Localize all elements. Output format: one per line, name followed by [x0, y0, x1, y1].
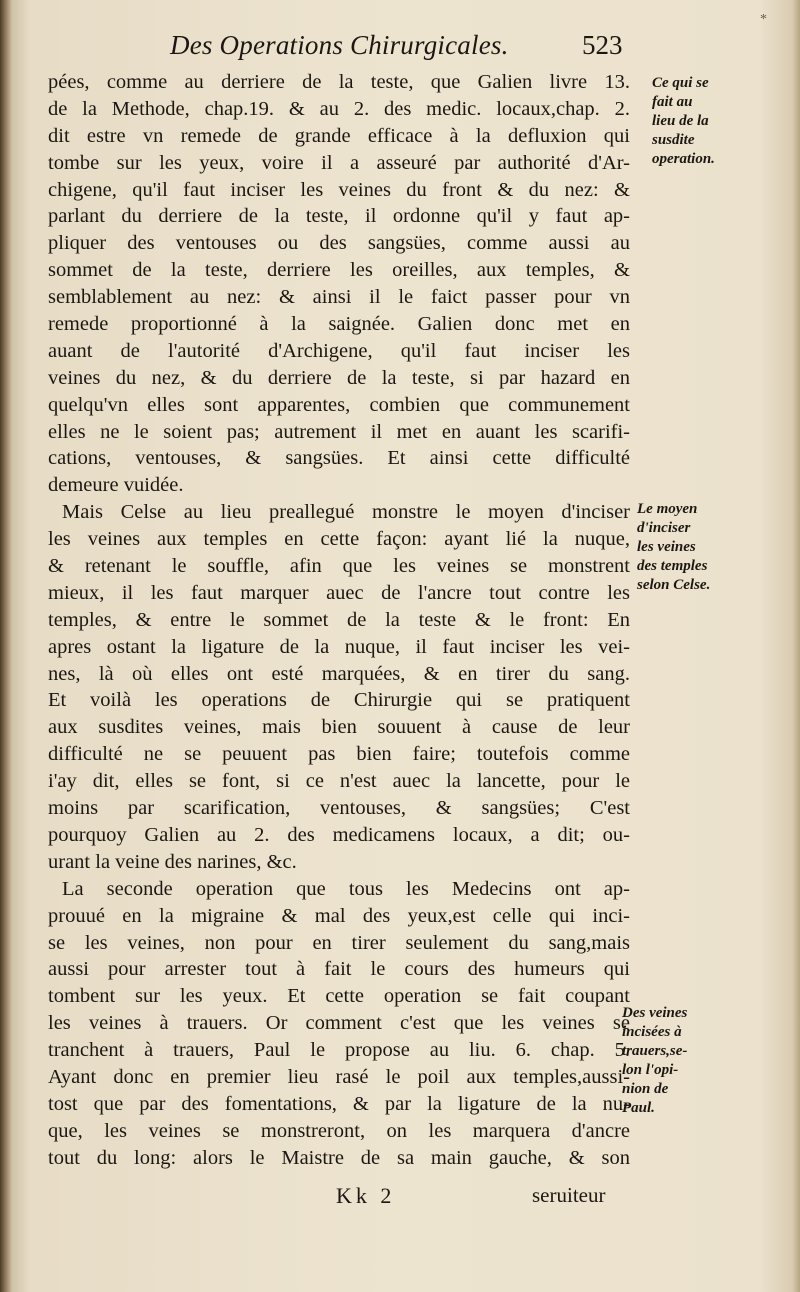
text-line: La seconde operation que tous les Medecins ont ap-	[62, 877, 630, 900]
margin-note-line: Ce qui se	[652, 75, 709, 91]
margin-note-line: Des veines	[622, 1005, 688, 1021]
text-line: veines du nez, & du derriere de la teste, si par hazard en	[48, 366, 630, 389]
text-line: remede proportionné à la saignée. Galien donc met en	[48, 313, 630, 336]
text-line: cations, ventouses, & sangsües. Et ainsi cette difficulté	[48, 447, 630, 470]
text-line: apres ostant la ligature de la nuque, il faut inciser les vei-	[48, 635, 630, 658]
text-line: chigene, qu'il faut inciser les veines du front & du nez: &	[48, 178, 630, 201]
margin-note-line: selon Celse.	[637, 577, 711, 593]
text-line: pourquoy Galien au 2. des medicamens locaux, a dit; ou-	[48, 823, 630, 846]
text-line: temples, & entre le sommet de la teste & le front: En	[48, 608, 630, 631]
text-line: se les veines, non pour en tirer seulement du sang,mais	[48, 931, 630, 954]
page-header	[150, 28, 670, 68]
text-line: semblablement au nez: & ainsi il le faict passer pour vn	[48, 286, 630, 309]
text-line: que, les veines se monstreront, on les marquera d'ancre	[48, 1119, 630, 1142]
text-line: aussi pour arrester tout à fait le cours des humeurs qui	[48, 958, 630, 981]
text-line: mieux, il les faut marquer auec de l'ancre tout contre les	[48, 581, 630, 604]
margin-note-line: nion de	[622, 1081, 669, 1097]
text-line: tost que par des fomentations, & par la ligature de la nu-	[48, 1092, 630, 1115]
text-line: dit estre vn remede de grande efficace à la defluxion qui	[48, 124, 630, 147]
text-line: difficulté ne se peuuent pas bien faire; toutefois comme	[48, 743, 630, 766]
text-line: urant la veine des narines, &c.	[48, 850, 297, 873]
margin-note-line: incisées à	[622, 1024, 682, 1040]
text-line: parlant du derriere de la teste, il ordonne qu'il y faut ap-	[48, 205, 630, 228]
margin-note-line: lon l'opi-	[622, 1062, 679, 1078]
margin-note-line: susdite	[652, 132, 695, 148]
margin-note-line: lieu de la	[652, 113, 709, 129]
margin-note-line: des temples	[637, 558, 708, 574]
margin-note-line: trauers,se-	[622, 1043, 688, 1059]
text-line: Ayant donc en premier lieu rasé le poil aux temples,aussi-	[48, 1065, 630, 1088]
text-line: Et voilà les operations de Chirurgie qui se pratiquent	[48, 689, 630, 712]
text-line: quelqu'vn elles sont apparentes, combien que communement	[48, 393, 630, 416]
text-line: demeure vuidée.	[48, 474, 184, 497]
text-line: Mais Celse au lieu preallegué monstre le moyen d'inciser	[62, 501, 630, 524]
text-line: pées, comme au derriere de la teste, que Galien livre 13.	[48, 71, 630, 93]
corner-mark: *	[760, 12, 767, 27]
text-line: tombe sur les yeux, voire il a asseuré par authorité d'Ar-	[48, 151, 630, 174]
margin-note-line: Paul.	[622, 1100, 655, 1116]
text-line: pliquer des ventouses ou des sangsües, comme aussi au	[48, 232, 630, 255]
text-line: nes, là où elles ont esté marquées, & en tirer du sang.	[48, 662, 630, 685]
margin-note-line: d'inciser	[637, 520, 691, 536]
text-line: tombent sur les yeux. Et cette operation se fait coupant	[48, 985, 630, 1008]
text-line: aux susdites veines, mais bien souuent à cause de leur	[48, 716, 630, 739]
text-line: moins par scarification, ventouses, & sangsües; C'est	[48, 797, 630, 820]
main-text-block	[48, 69, 630, 1172]
text-line: elles ne le soient pas; autrement il met en auant les scarifi-	[48, 420, 630, 443]
page-number: 523	[582, 30, 623, 60]
text-line: tout du long: alors le Maistre de sa main gauche, & son	[48, 1146, 630, 1169]
text-line: i'ay dit, elles se font, si ce n'est auec la lancette, pour le	[48, 770, 630, 793]
text-line: de la Methode, chap.19. & au 2. des medic. locaux,chap. 2.	[48, 97, 630, 120]
text-line: & retenant le souffle, afin que les veines se monstrent	[48, 555, 630, 578]
signature-mark: Kk 2	[336, 1183, 396, 1208]
margin-note	[622, 1004, 687, 1118]
margin-note	[637, 500, 710, 595]
text-line: les veines à trauers. Or comment c'est que les veines se	[48, 1012, 630, 1035]
text-line: prouué en la migraine & mal des yeux,est celle qui inci-	[48, 904, 630, 927]
catchword: seruiteur	[532, 1183, 606, 1207]
margin-note-line: operation.	[652, 151, 715, 167]
text-line: les veines aux temples en cette façon: ayant lié la nuque,	[48, 528, 630, 551]
text-line: tranchent à trauers, Paul le propose au liu. 6. chap. 5.	[48, 1039, 630, 1062]
margin-note-line: fait au	[652, 94, 693, 110]
margin-note-line: Le moyen	[637, 501, 698, 517]
margin-note-line: les veines	[637, 539, 696, 555]
margin-note	[652, 74, 715, 169]
running-title: Des Operations Chirurgicales.	[170, 30, 509, 60]
text-line: sommet de la teste, derriere les oreilles, aux temples, &	[48, 259, 630, 282]
text-line: auant de l'autorité d'Archigene, qu'il faut inciser les	[48, 339, 630, 362]
